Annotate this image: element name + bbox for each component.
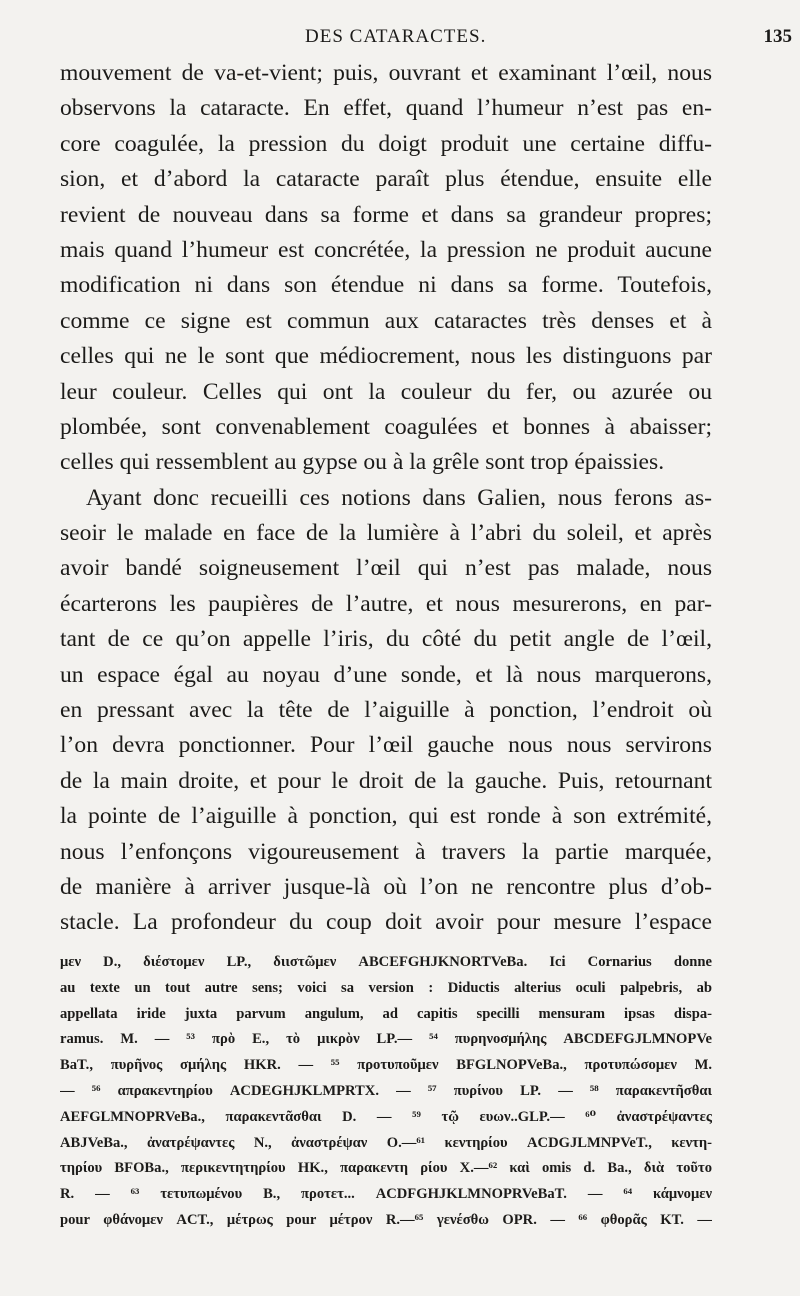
- text-line: nous l’enfonçons vigoureusement à travers la partie marquée,: [60, 838, 712, 865]
- footnote-line: μεν D., διέστομεν LP., διιστῶμεν ABCEFGHJKNORTVeBa. Ici Cornarius donne: [60, 954, 712, 970]
- footnote-line: ABJVeBa., ἀνατρέψαντες N., ἀναστρέψαν O.—⁶¹ κεντηρίου ACDGJLMNPVeT., κεντη-: [60, 1134, 712, 1151]
- text-line: écarterons les paupières de l’autre, et nous mesurerons, en par-: [60, 590, 712, 617]
- footnote-line: R. — ⁶³ τετυπωμένου B., προτετ... ACDFGHJKLMNOPRVeBaT. — ⁶⁴ κάμνομεν: [60, 1186, 712, 1203]
- running-head: [0, 26, 800, 50]
- text-line: stacle. La profondeur du coup doit avoir pour mesure l’espace: [60, 909, 712, 936]
- footnote-line: au texte un tout autre sens; voici sa version : Diductis alterius oculi palpebris, ab: [60, 979, 712, 996]
- text-line: revient de nouveau dans sa forme et dans sa grandeur propres;: [60, 201, 712, 228]
- running-title: DES CATARACTES.: [305, 26, 487, 47]
- footnote-line: τηρίου BFOBa., περικεντητηρίου HK., παρακεντη ρίου X.—⁶² καὶ omis d. Ba., διὰ τοῦτο: [60, 1160, 712, 1177]
- text-line: de manière à arriver jusque-là où l’on ne rencontre plus d’ob-: [60, 873, 712, 900]
- text-line: un espace égal au noyau d’une sonde, et là nous marquerons,: [60, 661, 712, 688]
- footnote-line: BaT., πυρῆνος σμήλης HKR. — ⁵⁵ προτυποῦμεν BFGLNOPVeBa., προτυπώσομεν M.: [60, 1057, 712, 1074]
- text-line: celles qui ressemblent au gypse ou à la grêle sont trop épaissies.: [60, 449, 665, 476]
- text-line: de la main droite, et pour le droit de la gauche. Puis, retournant: [60, 767, 712, 794]
- text-line: l’on devra ponctionner. Pour l’œil gauche nous nous servirons: [60, 732, 712, 759]
- text-line: tant de ce qu’on appelle l’iris, du côté du petit angle de l’œil,: [60, 626, 712, 653]
- text-line: seoir le malade en face de la lumière à l’abri du soleil, et après: [60, 520, 712, 547]
- footnote-line: ramus. M. — ⁵³ πρὸ E., τὸ μικρὸν LP.— ⁵⁴ πυρηνοσμήλης ABCDEFGJLMNOPVe: [60, 1031, 712, 1048]
- text-line: plombée, sont convenablement coagulées et bonnes à abaisser;: [60, 413, 712, 440]
- text-line: modification ni dans son étendue ni dans sa forme. Toutefois,: [60, 272, 712, 299]
- text-line: mouvement de va-et-vient; puis, ouvrant et examinant l’œil, nous: [60, 60, 712, 86]
- footnote-line: pour φθάνομεν ACT., μέτρως pour μέτρον R.—⁶⁵ γενέσθω OPR. — ⁶⁶ φθορᾶς KT. —: [60, 1211, 712, 1228]
- text-line: Ayant donc recueilli ces notions dans Galien, nous ferons as-: [86, 484, 712, 511]
- page-number: 135: [763, 26, 792, 47]
- text-line: comme ce signe est commun aux cataractes très denses et à: [60, 307, 712, 334]
- text-line: la pointe de l’aiguille à ponction, qui est ronde à son extrémité,: [60, 803, 712, 830]
- footnote-line: — ⁵⁶ απρακεντηρίου ACDEGHJKLMPRTX. — ⁵⁷ πυρίνου LP. — ⁵⁸ παρακεντῆσθαι: [60, 1082, 712, 1099]
- text-line: sion, et d’abord la cataracte paraît plus étendue, ensuite elle: [60, 166, 712, 193]
- text-line: mais quand l’humeur est concrétée, la pression ne produit aucune: [60, 236, 712, 263]
- main-text: [60, 56, 712, 941]
- text-line: celles qui ne le sont que médiocrement, nous les distinguons par: [60, 343, 712, 370]
- text-line: observons la cataracte. En effet, quand l’humeur n’est pas en-: [60, 95, 712, 122]
- text-line: core coagulée, la pression du doigt produit une certaine diffu-: [60, 130, 712, 157]
- footnotes: [60, 950, 712, 1234]
- footnote-line: AEFGLMNOPRVeBa., παρακεντᾶσθαι D. — ⁵⁹ τῷ ευων..GLP.— ⁶⁰ ἀναστρέψαντες: [60, 1108, 712, 1125]
- text-line: en pressant avec la tête de l’aiguille à ponction, l’endroit où: [60, 697, 712, 724]
- text-line: leur couleur. Celles qui ont la couleur du fer, ou azurée ou: [60, 378, 712, 405]
- footnote-line: appellata iride juxta parvum angulum, ad capitis specilli mensuram ipsas dispa-: [60, 1005, 712, 1022]
- text-line: avoir bandé soigneusement l’œil qui n’est pas malade, nous: [60, 555, 712, 582]
